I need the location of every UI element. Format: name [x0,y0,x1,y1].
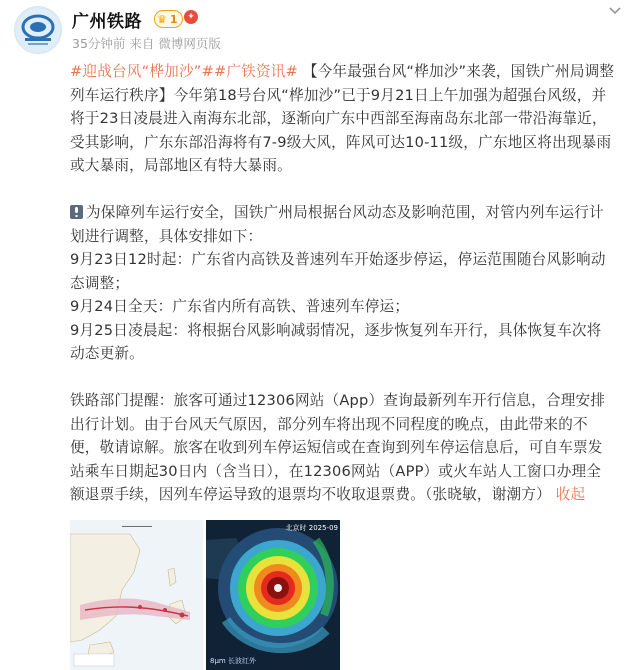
red-medal-icon[interactable]: ✦ [184,10,198,24]
arrangement-text: 为保障列车运行安全，国铁广州局根据台风动态及影响范围，对管内列车运行计划进行调整，具体安排如下： [70,204,604,245]
topic-link[interactable]: #迎战台风“桦加沙”# [70,63,214,80]
satellite-band-label: 8μm 长波红外 [210,657,256,665]
schedule-item: 9月25日凌晨起：将根据台风影响减弱情况，逐步恢复列车开行，具体恢复车次将动态更新。 [70,321,602,362]
satellite-timestamp: 北京时 2025-09 [285,524,338,532]
typhoon-track-map-graphic [70,520,203,670]
chevron-down-icon[interactable] [608,4,622,18]
headline: 【今年最强台风“桦加沙”来袭，国铁广州局调整列车运行秩序】 [70,63,615,104]
satellite-cloud-image[interactable] [206,520,340,670]
post-time[interactable]: 35分钟前 [72,36,126,51]
post-source: 微博网页版 [158,36,221,51]
typhoon-satellite-graphic [206,520,340,670]
vip-badge[interactable] [154,10,183,28]
post-paragraph-arrangement [70,201,615,248]
post-header [0,0,640,60]
guangzhou-railway-logo-icon [15,7,61,53]
typhoon-track-map-image[interactable] [70,520,203,670]
collapse-link[interactable]: 收起 [555,486,586,503]
source-prefix: 来自 [129,36,155,51]
username[interactable]: 广州铁路 [72,12,142,32]
map-caption: ━━━━━━━━━━ [121,524,153,530]
crown-icon: ♛ [157,12,167,26]
speaker-icon [70,205,83,219]
vip-level: 1 [169,12,178,26]
schedule-item: 9月24日全天：广东省内所有高铁、普速列车停运； [70,298,410,315]
intro-text: 今年第18号台风“桦加沙”已于9月21日上午加强为超强台风级，并将于23日凌晨进入南海东北部，逐渐向广东中西部至海南岛东北部一带沿海靠近，受其影响，广东东部沿海将有7-9级大风，阵风可达10-11级，广东地区将出现暴雨或大暴雨，局部地区有特大暴雨。 [70,86,612,174]
schedule-item: 9月23日12时起：广东省内高铁及普速列车开始逐步停运，停运范围随台风影响动态调整； [70,251,606,292]
avatar[interactable] [14,6,62,54]
reminder-text: 铁路部门提醒：旅客可通过12306网站（App）查询最新列车开行信息，合理安排出行计划。由于台风天气原因，部分列车将出现不同程度的晚点，由此带来的不便，敬请谅解。旅客在收到列车停运短信或在查询到列车停运信息后，可自车票发站乘车日期起30日内（含当日），在12306网站（APP）或火车站人工窗口办理全额退票手续，因列车停运导致的退票均不收取退票费。（张晓敏，谢潮方） [70,392,606,503]
post-paragraph-reminder [70,389,615,507]
post-meta [72,34,221,52]
post-body [70,60,615,507]
post-paragraph-intro [70,60,615,178]
topic-link[interactable]: #广铁资讯# [213,63,298,80]
